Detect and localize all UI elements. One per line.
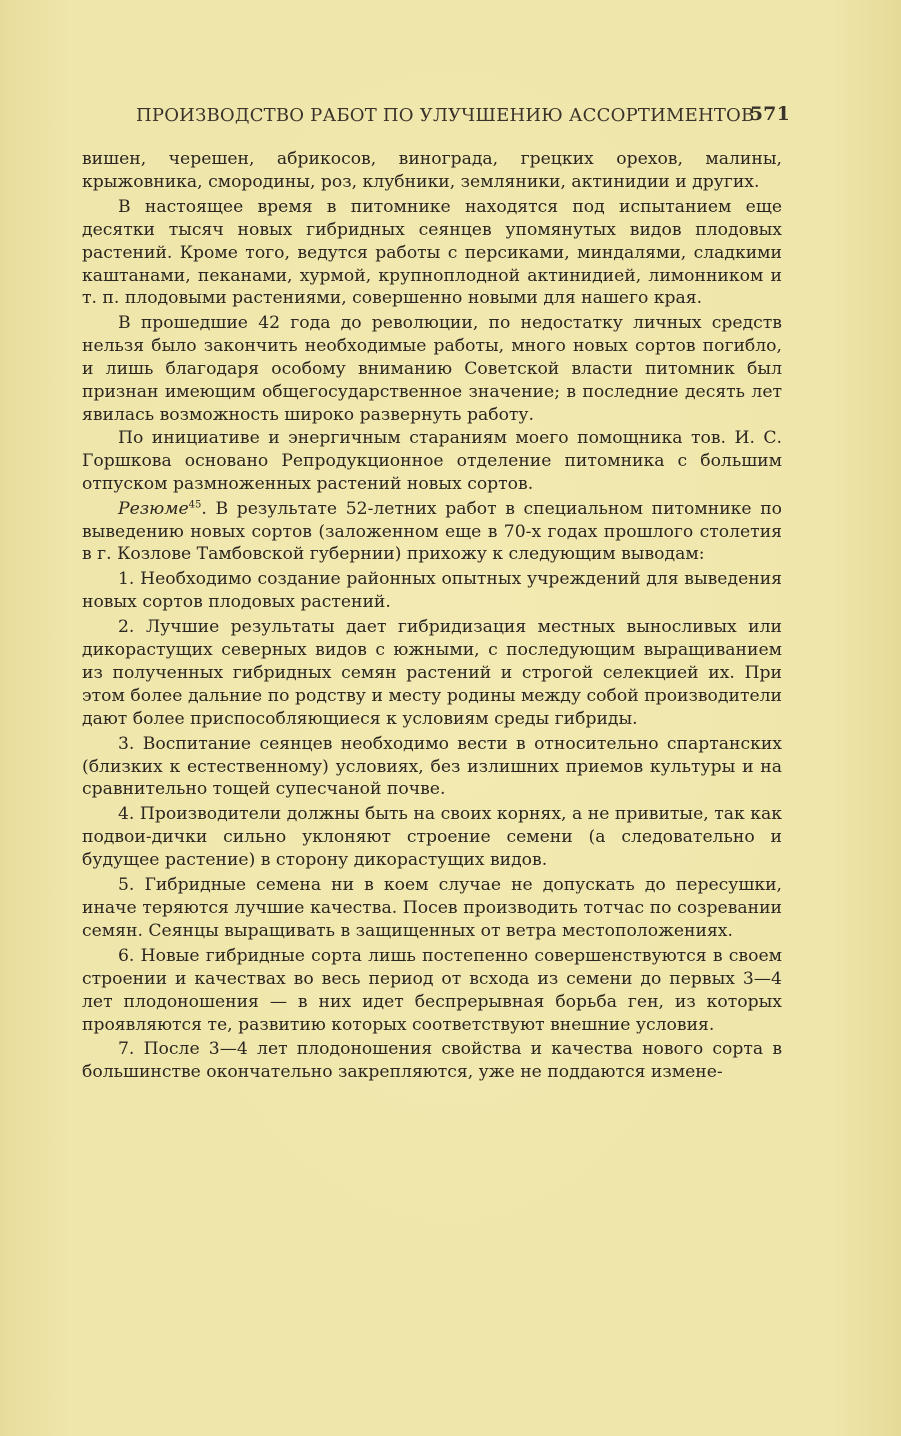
- running-title: ПРОИЗВОДСТВО РАБОТ ПО УЛУЧШЕНИЮ АССОРТИМЕНТОВ: [136, 105, 755, 126]
- conclusion-item-2: 2. Лучшие результаты дает гибридизация местных выносливых или дикорастущих северных видов с южными, с последующим выращиванием из полученных гибридных семян растений и строгой селекцией их. При этом более дальние по родству и месту родины между собой производители дают более приспособляющиеся к условиям среды гибриды.: [82, 617, 782, 729]
- paragraph-resume: [82, 498, 782, 567]
- paragraph-gorshkov: По инициативе и энергичным стараниям моего помощника тов. И. С. Горшкова основано Репродукционное отделение питомника с большим отпуском размноженных растений новых сортов.: [82, 427, 782, 494]
- paragraph-revolution: В прошедшие 42 года до революции, по недостатку личных средств нельзя было закончить необходимые работы, много новых сортов погибло, и лишь благодаря особому вниманию Советской власти питомник был признан имеющим общегосударственное значение; в последние десять лет явилась возможность широко развернуть работу.: [82, 313, 782, 425]
- conclusion-item-7: 7. После 3—4 лет плодоношения свойства и качества нового сорта в большинстве окончательно закрепляются, уже не поддаются измене-: [82, 1039, 782, 1083]
- conclusion-item-6: 6. Новые гибридные сорта лишь постепенно совершенствуются в своем строении и качествах во весь период от всхода из семени до первых 3—4 лет плодоношения — в них идет беспрерывная борьба ген, из которых проявляются те, развитию которых соответствуют внешние условия.: [82, 945, 782, 1035]
- conclusion-item-4: 4. Производители должны быть на своих корнях, а не привитые, так как подвои-дички сильно уклоняют строение семени (а следовательно и будущее растение) в сторону дикорастущих видов.: [82, 804, 782, 871]
- body-text: [82, 148, 782, 1084]
- resume-text: . В результате 52-летних работ в специальном питомнике по выведению новых сортов (заложенном еще в 70-х годах прошлого столетия в г. Козлове Тамбовской губернии) прихожу к следующим выводам:: [82, 498, 782, 565]
- resume-label: Резюме: [118, 498, 189, 519]
- conclusion-item-3: 3. Воспитание сеянцев необходимо вести в относительно спартанских (близких к естественному) условиях, без излишних приемов культуры и на сравнительно тощей супесчаной почве.: [82, 733, 782, 800]
- conclusion-item-1: 1. Необходимо создание районных опытных учреждений для выведения новых сортов плодовых растений.: [82, 569, 782, 613]
- running-header: [136, 103, 790, 129]
- conclusion-item-5: 5. Гибридные семена ни в коем случае не допускать до пересушки, иначе теряются лучшие качества. Посев производить тотчас по созревании семян. Сеянцы выращивать в защищенных от ветра местоположениях.: [82, 875, 782, 941]
- page-number: 571: [749, 103, 790, 125]
- paragraph-nursery-testing: В настоящее время в питомнике находятся под испытанием еще десятки тысяч новых гибридных сеянцев упомянутых видов плодовых растений. Кроме того, ведутся работы с персиками, миндалями, сладкими каштанами, пеканами, хурмой, крупноплодной актинидией, лимонником и т. п. плодовыми растениями, совершенно новыми для нашего края.: [82, 196, 782, 309]
- footnote-marker: 45: [188, 498, 202, 510]
- paragraph-continuation: вишен, черешен, абрикосов, винограда, грецких орехов, малины, крыжовника, смородины, роз, клубники, земляники, актинидии и других.: [82, 149, 782, 192]
